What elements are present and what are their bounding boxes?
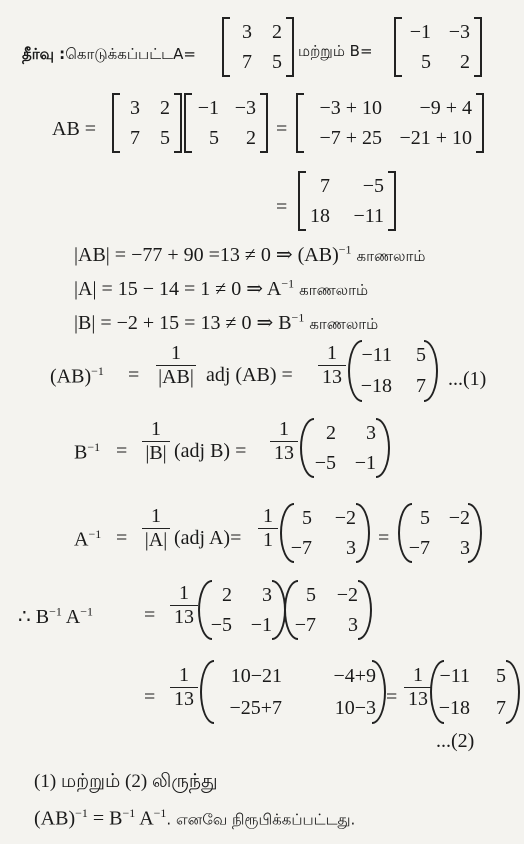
cell: −21 + 10: [399, 126, 472, 149]
equals: =: [128, 364, 140, 386]
num: 1: [170, 582, 198, 606]
solution-label: தீர்வு :: [22, 45, 66, 63]
cell: −7: [408, 536, 430, 559]
sup: −1: [281, 276, 295, 291]
paren-right: [356, 503, 370, 563]
den: |AB|: [158, 366, 194, 388]
matrix-b: [400, 17, 478, 77]
cell: 2: [460, 50, 470, 73]
a-inv-matrix-2: [290, 580, 366, 640]
sup: −1: [291, 310, 305, 325]
det-b: |B| = −2 + 15 = 13 ≠ 0 ⇒ B: [74, 312, 292, 334]
num: 1: [156, 342, 196, 366]
bracket-right: [474, 17, 482, 77]
sup: −1: [75, 806, 88, 820]
prod-expanded: [206, 660, 384, 724]
cell: 2: [222, 583, 232, 606]
cell: 5: [302, 506, 312, 529]
adj-b-matrix: [306, 418, 384, 478]
t: A: [74, 528, 89, 551]
cell: −5: [210, 613, 232, 636]
cell: 5: [416, 344, 426, 366]
cell: 3: [262, 583, 272, 606]
cell: 5: [160, 126, 170, 149]
frac-1-1: [258, 505, 278, 552]
and-text: மற்றும் B=: [298, 42, 373, 60]
det-ab: |AB| = −77 + 90 =13 ≠ 0 ⇒ (AB): [74, 244, 339, 266]
den: 13: [322, 366, 342, 388]
cell: −2: [336, 583, 358, 606]
cell: 3: [346, 536, 356, 559]
cell: 7: [416, 375, 426, 397]
num: 1: [142, 418, 170, 442]
cell: 2: [272, 20, 282, 43]
matrix-a-2: [118, 93, 178, 153]
num: 1: [258, 505, 278, 529]
det-b-line: [74, 310, 378, 335]
frac-1-13: [170, 582, 198, 629]
cell: 3: [130, 96, 140, 119]
equals: =: [144, 604, 156, 626]
num: 1: [170, 664, 198, 688]
bracket-left: [222, 17, 230, 77]
cell: 7: [130, 126, 140, 149]
adj-b: (adj B) =: [174, 440, 247, 462]
adj-ab-matrix: [356, 340, 434, 402]
given-line: [22, 42, 196, 65]
cell: −1: [409, 20, 431, 43]
a-inv-lhs: [74, 527, 101, 552]
den: 1: [263, 529, 273, 551]
equals: =: [116, 527, 128, 549]
t: (AB): [34, 807, 76, 830]
cell: −3 + 10: [319, 96, 382, 119]
cell: 5: [421, 50, 431, 73]
cell: 10−21: [230, 664, 282, 687]
cell: −1: [197, 96, 219, 119]
a-inv-matrix: [404, 503, 478, 563]
frac-1-13: [318, 342, 346, 389]
adj-ab: adj (AB) =: [206, 364, 293, 386]
bracket-right: [260, 93, 268, 153]
cell: −3: [448, 20, 470, 43]
cell: 2: [326, 421, 336, 444]
cell: −11: [353, 204, 384, 227]
sup: −1: [80, 604, 93, 619]
cell: 3: [242, 20, 252, 43]
cell: −1: [250, 613, 272, 636]
frac-1-b: [142, 418, 170, 465]
cell: −7: [294, 613, 316, 636]
sup: −1: [88, 527, 102, 541]
paren-right: [358, 580, 372, 640]
den: 13: [174, 606, 194, 628]
equals: =: [116, 440, 128, 462]
t: (1) மற்றும் (2) லிருந்து: [34, 771, 218, 792]
cell: 3: [348, 613, 358, 636]
ab-lhs: AB =: [52, 118, 97, 140]
cell: −7: [290, 536, 312, 559]
num: 1: [404, 664, 432, 688]
from-line: [34, 770, 218, 795]
cell: 7: [320, 174, 330, 197]
adj-a-matrix: [286, 503, 364, 563]
cell: 3: [366, 421, 376, 444]
b-inv-matrix: [204, 580, 280, 640]
cell: −2: [448, 506, 470, 529]
prod-result: [434, 660, 514, 724]
det-ab-line: [74, 242, 425, 267]
ab-result: [304, 171, 392, 231]
sup: −1: [87, 440, 101, 454]
sup: −1: [338, 242, 352, 257]
bracket-right: [388, 171, 396, 231]
hence-proved: . எனவே நிரூபிக்கப்பட்டது.: [166, 810, 356, 829]
num: 1: [318, 342, 346, 366]
cell: 10−3: [334, 696, 376, 719]
cell: −2: [334, 506, 356, 529]
den: 13: [174, 688, 194, 710]
den: 13: [274, 442, 294, 464]
cell: −11: [361, 344, 392, 366]
t: (AB): [50, 365, 92, 388]
cell: 5: [306, 583, 316, 606]
cell: −1: [354, 451, 376, 474]
t: ∴ B: [18, 606, 50, 628]
eq2-tag: ...(2): [436, 730, 475, 752]
bracket-right: [286, 17, 294, 77]
den: |A|: [144, 529, 168, 551]
sup: −1: [91, 364, 104, 378]
matrix-b-2: [190, 93, 264, 153]
t: B: [74, 441, 88, 464]
equals: =: [378, 527, 390, 549]
cell: −18: [438, 696, 470, 719]
matrix-a: [230, 17, 290, 77]
paren-right: [506, 660, 520, 724]
t: A: [135, 807, 154, 830]
exists-text: காணலாம்: [309, 315, 379, 333]
det-a: |A| = 15 − 14 = 1 ≠ 0 ⇒ A: [74, 278, 282, 300]
cell: −4+9: [333, 664, 376, 687]
therefore-line: [18, 604, 93, 629]
adj-a: (adj A)=: [174, 527, 242, 549]
cell: −25+7: [229, 696, 282, 719]
given-text: கொடுக்கப்பட்டA=: [65, 45, 196, 63]
equals: =: [386, 686, 398, 708]
num: 1: [142, 505, 170, 529]
cell: 7: [242, 50, 252, 73]
num: 1: [270, 418, 298, 442]
ab-inv-lhs: [50, 364, 104, 389]
sup: −1: [122, 806, 136, 820]
cell: 5: [209, 126, 219, 149]
cell: −9 + 4: [419, 96, 472, 119]
frac-1-13: [170, 664, 198, 711]
cell: 5: [496, 664, 506, 687]
cell: 7: [496, 696, 506, 719]
frac-1-a: [142, 505, 170, 552]
sup: −1: [49, 604, 62, 619]
cell: 5: [272, 50, 282, 73]
cell: −11: [439, 664, 470, 687]
bracket-right: [476, 93, 484, 153]
bracket-right: [174, 93, 182, 153]
t: = B: [87, 807, 123, 830]
cell: 2: [246, 126, 256, 149]
cell: −18: [360, 375, 392, 397]
exists-text: காணலாம்: [299, 281, 369, 299]
cell: −5: [362, 174, 384, 197]
t: A: [61, 606, 81, 628]
exists-text: காணலாம்: [356, 247, 426, 265]
paren-right: [424, 340, 438, 402]
cell: −5: [314, 451, 336, 474]
cell: 2: [160, 96, 170, 119]
cell: 5: [420, 506, 430, 529]
det-a-line: [74, 276, 368, 301]
den: |B|: [145, 442, 167, 464]
cell: −3: [234, 96, 256, 119]
cell: 18: [310, 204, 330, 227]
final-line: [34, 806, 355, 831]
cell: 3: [460, 536, 470, 559]
paren-right: [468, 503, 482, 563]
frac-1-13: [404, 664, 432, 711]
cell: −7 + 25: [319, 126, 382, 149]
equals: =: [276, 118, 288, 140]
equals: =: [144, 686, 156, 708]
b-inv-lhs: [74, 440, 100, 465]
frac-1-13: [270, 418, 298, 465]
paren-right: [376, 418, 390, 478]
den: 13: [408, 688, 428, 710]
sup: −1: [153, 806, 167, 820]
eq1-tag: ...(1): [448, 368, 487, 390]
ab-expanded: [302, 93, 480, 153]
equals: =: [276, 196, 288, 218]
frac-1-ab: [156, 342, 196, 389]
